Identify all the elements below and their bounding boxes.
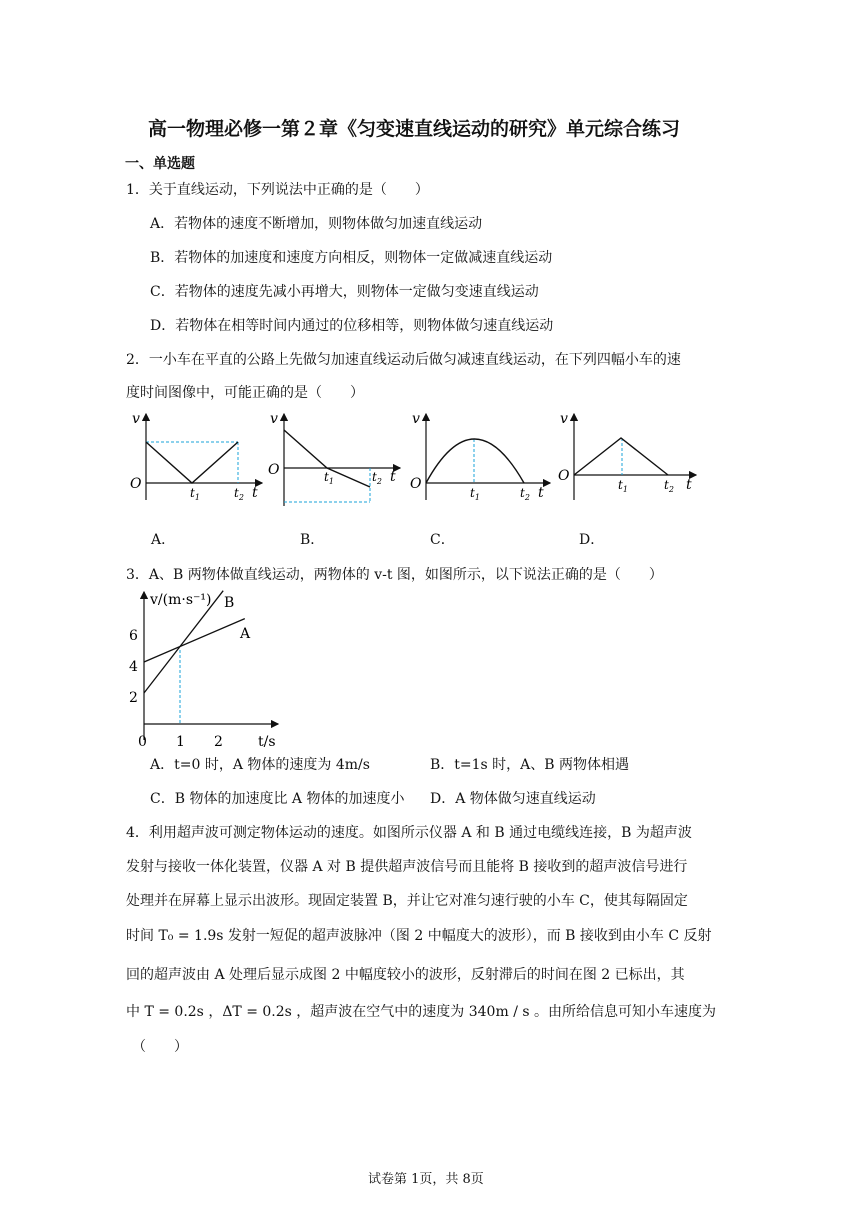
t-label: t [252, 485, 258, 501]
t1-label: $t_1$ [190, 486, 200, 502]
question-1-option-d: D．若物体在相等时间内通过的位移相等，则物体做匀速直线运动 [150, 318, 554, 334]
question-4-line-2: 发射与接收一体化装置，仪器 A 对 B 提供超声波信号而且能将 B 接收到的超声波信号进行 [126, 859, 688, 875]
x-tick-0: 0 [138, 734, 147, 748]
graph-d [556, 408, 706, 508]
question-3-option-b: B．t=1s 时，A、B 两物体相遇 [430, 757, 630, 773]
origin-label: O [410, 476, 422, 492]
y-axis-label: v/(m·s⁻¹) [150, 592, 212, 608]
question-4-line-1: 4．利用超声波可测定物体运动的速度。如图所示仪器 A 和 B 通过电缆线连接，B 为超声波 [126, 825, 692, 841]
t2-label: $t_2$ [372, 470, 382, 486]
series-label-a: A [240, 626, 251, 642]
question-1-option-c: C．若物体的速度先减小再增大，则物体一定做匀变速直线运动 [150, 284, 539, 300]
vt-chart [124, 586, 284, 748]
series-line [574, 438, 668, 475]
v-label: v [560, 411, 568, 427]
series-line [146, 442, 238, 483]
y-tick-6: 6 [129, 628, 138, 644]
x-tick-1: 1 [176, 734, 185, 748]
graph-a-label: A． [151, 532, 176, 548]
graph-a [128, 408, 268, 508]
v-label: v [270, 411, 278, 427]
question-4-line-3: 处理并在屏幕上显示出波形。现固定装置 B，并让它对准匀速行驶的小车 C，使其每隔固定 [126, 893, 688, 909]
graph-c-label: C． [430, 532, 455, 548]
t-label: t [686, 477, 692, 493]
graph-c [406, 408, 556, 508]
t-label: t [538, 485, 544, 501]
question-3-stem: 3．A、B 两物体做直线运动，两物体的 v-t 图，如图所示，以下说法正确的是（ ） [126, 567, 663, 583]
x-tick-2: 2 [214, 734, 223, 748]
t-label: t [390, 469, 396, 485]
v-label: v [412, 411, 420, 427]
question-2-stem-line2: 度时间图像中，可能正确的是（ ） [126, 385, 364, 401]
t2-label: $t_2$ [234, 486, 244, 502]
t1-label: $t_1$ [618, 478, 628, 494]
origin-label: O [130, 476, 142, 492]
question-1-option-a: A．若物体的速度不断增加，则物体做匀加速直线运动 [150, 216, 483, 232]
graph-d-label: D． [579, 532, 605, 548]
page-title: 高一物理必修一第２章《匀变速直线运动的研究》单元综合练习 [148, 118, 681, 140]
graph-b-label: B． [300, 532, 325, 548]
question-4-line-4: 时间 T₀ = 1.9s 发射一短促的超声波脉冲（图 2 中幅度大的波形），而 B 接收到由小车 C 反射 [126, 928, 712, 944]
section-heading: 一、单选题 [125, 156, 195, 172]
x-axis-label: t/s [258, 734, 276, 748]
graph-b [266, 408, 406, 508]
series-curve [426, 439, 524, 483]
question-4-line-5: 回的超声波由 A 处理后显示成图 2 中幅度较小的波形，反射滞后的时间在图 2 已标出，其 [126, 967, 685, 983]
v-label: v [132, 411, 140, 427]
y-tick-4: 4 [129, 659, 138, 675]
question-1-option-b: B．若物体的加速度和速度方向相反，则物体一定做减速直线运动 [150, 250, 553, 266]
question-1-stem: 1．关于直线运动，下列说法中正确的是（ ） [126, 182, 429, 198]
t2-label: $t_2$ [520, 486, 530, 502]
t1-label: $t_1$ [324, 470, 334, 486]
question-4-line-7: （ ） [132, 1039, 188, 1055]
question-3-option-d: D．A 物体做匀速直线运动 [430, 791, 596, 807]
y-tick-2: 2 [129, 690, 138, 706]
t1-label: $t_1$ [470, 486, 480, 502]
question-3-option-a: A．t=0 时，A 物体的速度为 4m/s [150, 757, 370, 773]
origin-label: O [268, 462, 280, 478]
page-footer: 试卷第 1页，共 8页 [368, 1172, 484, 1187]
question-3-option-c: C．B 物体的加速度比 A 物体的加速度小 [150, 791, 405, 807]
series-line-a [144, 619, 245, 662]
question-4-line-6: 中 T = 0.2s ，ΔT = 0.2s ，超声波在空气中的速度为 340m / s 。由所给信息可知小车速度为 [126, 1004, 716, 1020]
series-label-b: B [224, 595, 235, 611]
origin-label: O [558, 468, 570, 484]
t2-label: $t_2$ [664, 478, 674, 494]
question-2-stem-line1: 2．一小车在平直的公路上先做匀加速直线运动后做匀减速直线运动，在下列四幅小车的速 [126, 352, 681, 368]
